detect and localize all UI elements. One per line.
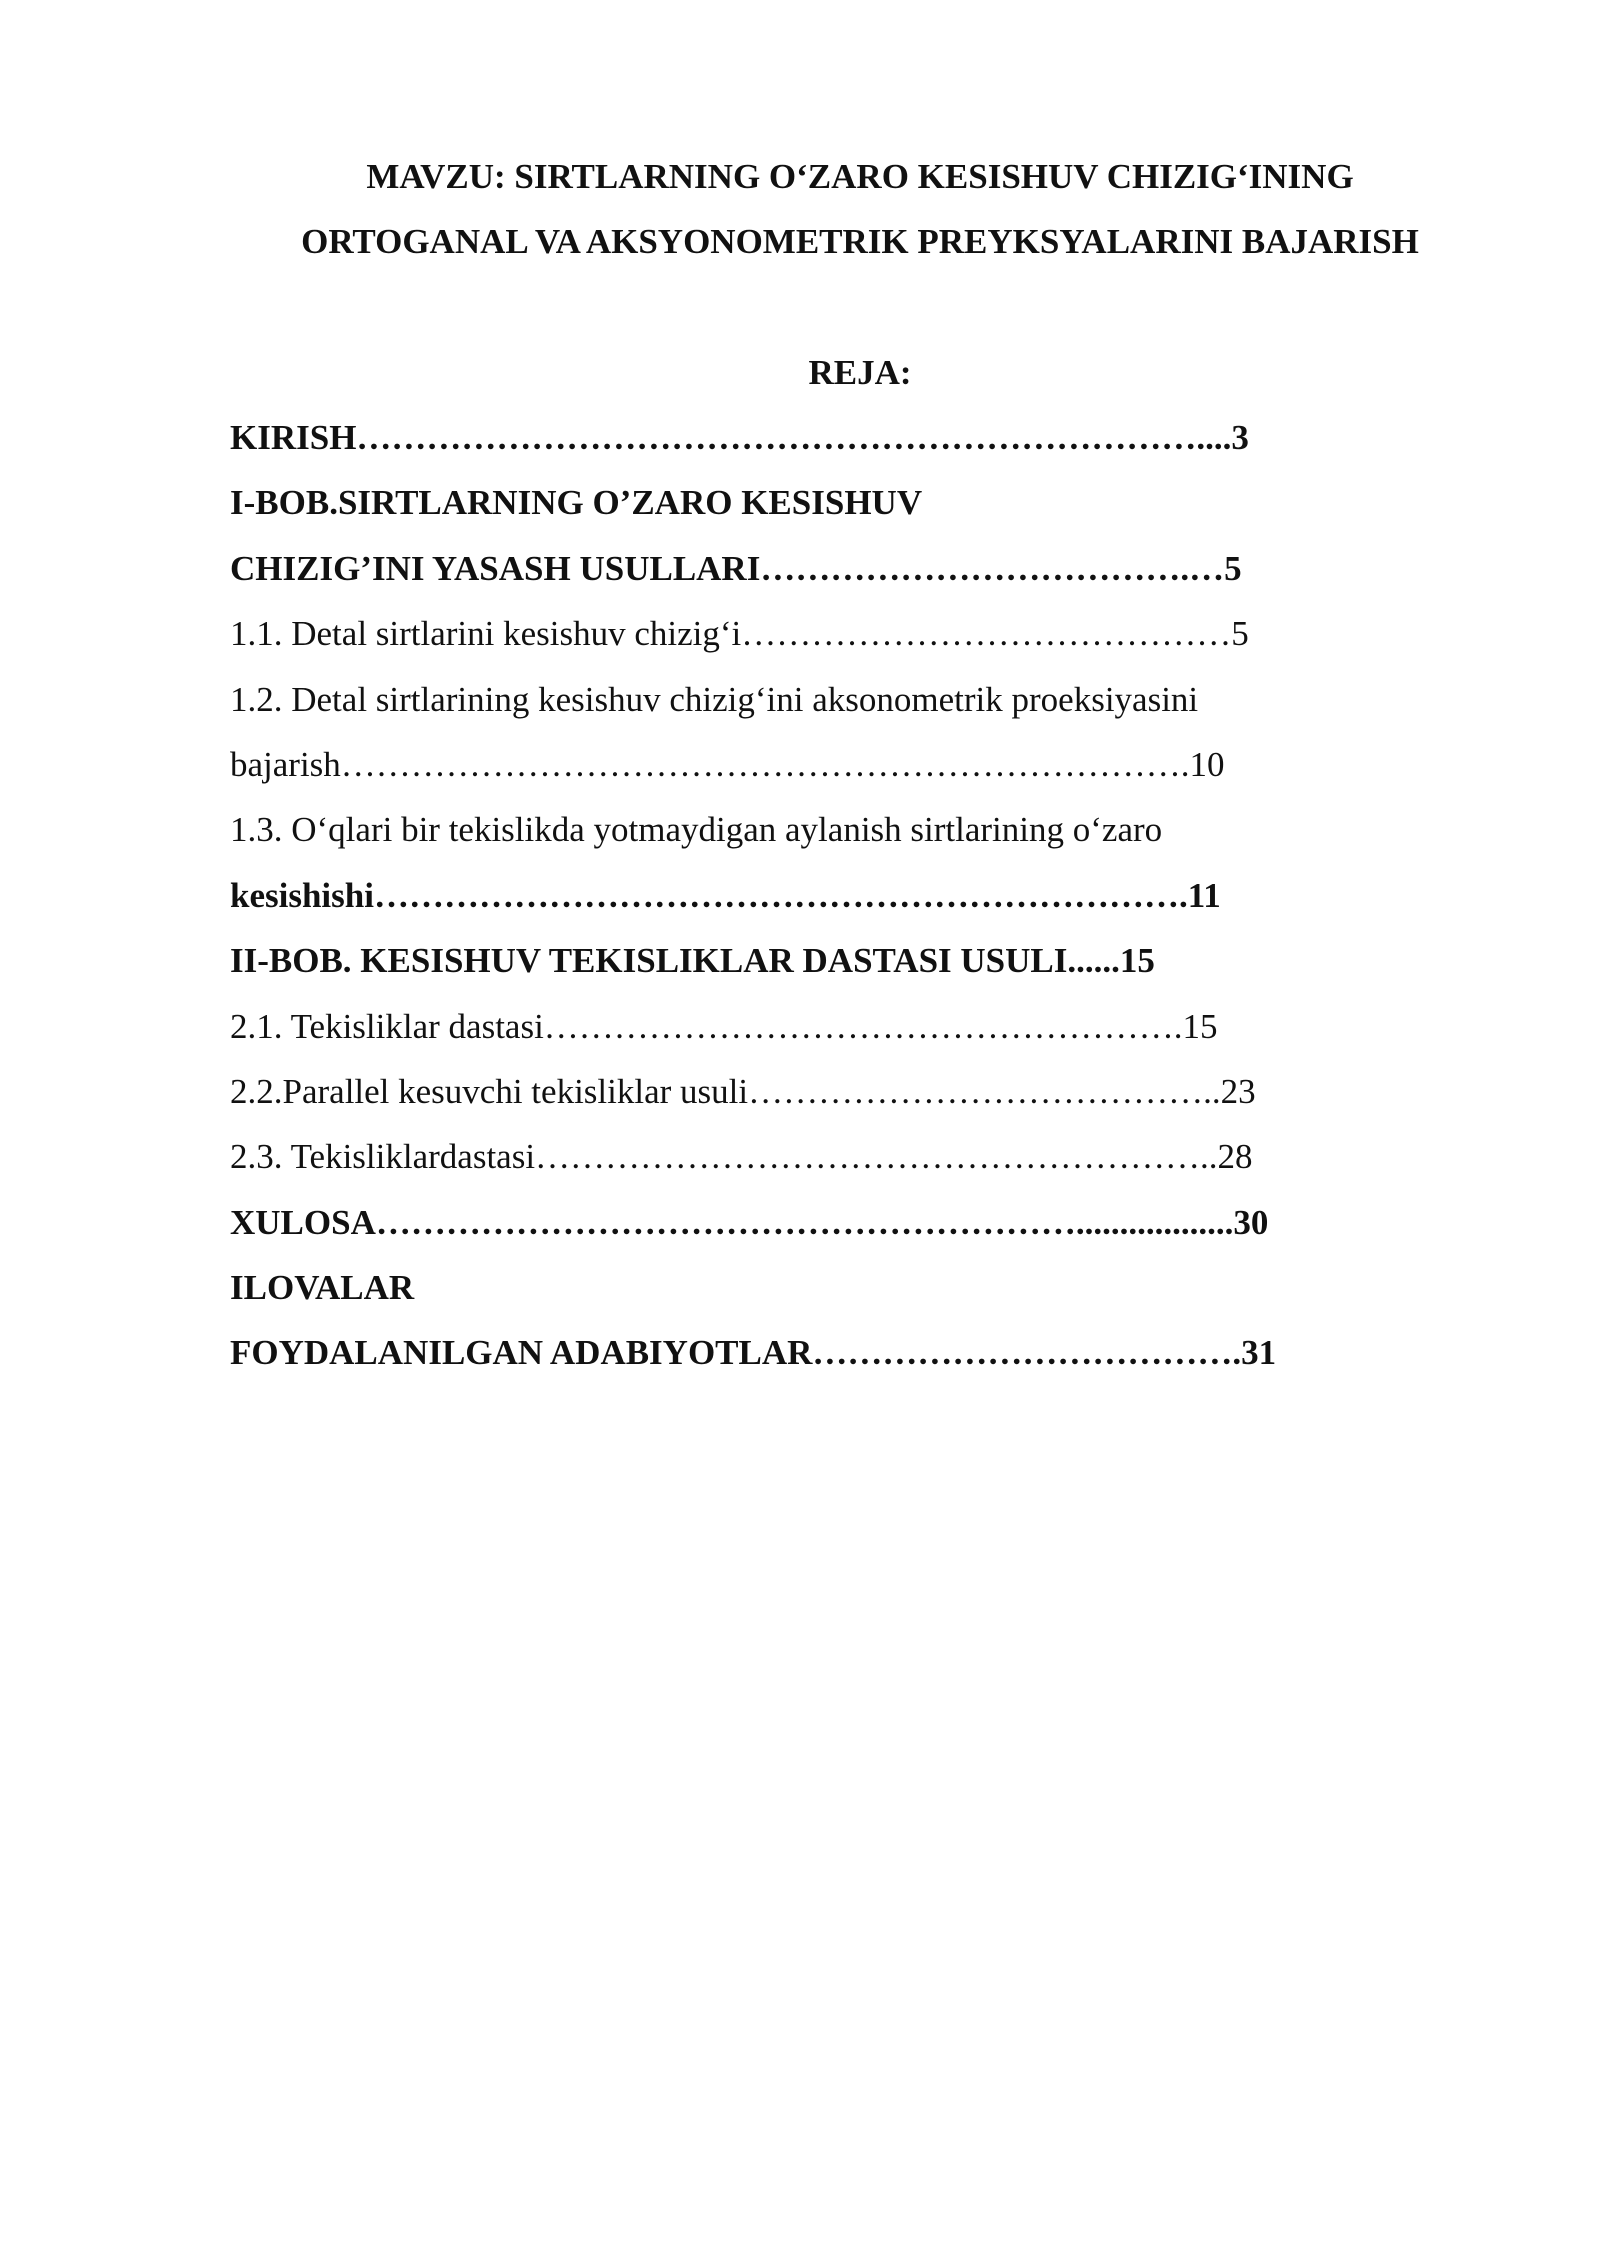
plan-heading: REJA:: [808, 353, 912, 392]
toc-entry: 1.1. Detal sirtlarini kesishuv chizig‘i……………………………………5: [230, 614, 1249, 654]
table-of-contents: [230, 405, 1430, 1386]
toc-entry: CHIZIG’INI YASASH USULLARI……………………………….…5: [230, 548, 1242, 588]
toc-entry: 2.1. Tekisliklar dastasi……………………………………………….15: [230, 1006, 1218, 1046]
toc-entry: 1.3. O‘qlari bir tekislikda yotmaydigan aylanish sirtlarining o‘zaro: [230, 810, 1163, 850]
toc-entry: 1.2. Detal sirtlarining kesishuv chizig‘ini aksonometrik proeksiyasini: [230, 679, 1199, 719]
toc-entry: kesishishi…………………………………………………………….11: [230, 875, 1221, 915]
title-line-2: ORTOGANAL VA AKSYONOMETRIK PREYKSYALARINI BAJARISH: [301, 222, 1419, 261]
document-title: [200, 144, 1520, 274]
toc-entry: bajarish……………………………………………………………….10: [230, 744, 1225, 784]
toc-entry: FOYDALANILGAN ADABIYOTLAR……………………………….31: [230, 1333, 1277, 1373]
toc-entry: 2.2.Parallel kesuvchi tekisliklar usuli…………………………………..23: [230, 1071, 1256, 1111]
toc-entry: 2.3. Tekisliklardastasi…………………………………………………..28: [230, 1137, 1253, 1177]
toc-entry: I-BOB.SIRTLARNING O’ZARO KESISHUV: [230, 483, 923, 523]
toc-entry: ILOVALAR: [230, 1268, 415, 1308]
toc-entry: XULOSA……………………………………………………..................30: [230, 1202, 1269, 1242]
title-line-1: MAVZU: SIRTLARNING O‘ZARO KESISHUV CHIZIG‘INING: [366, 157, 1354, 196]
toc-entry: KIRISH………………………………………………………………....3: [230, 418, 1249, 457]
toc-entry: II-BOB. KESISHUV TEKISLIKLAR DASTASI USULI......15: [230, 941, 1155, 981]
